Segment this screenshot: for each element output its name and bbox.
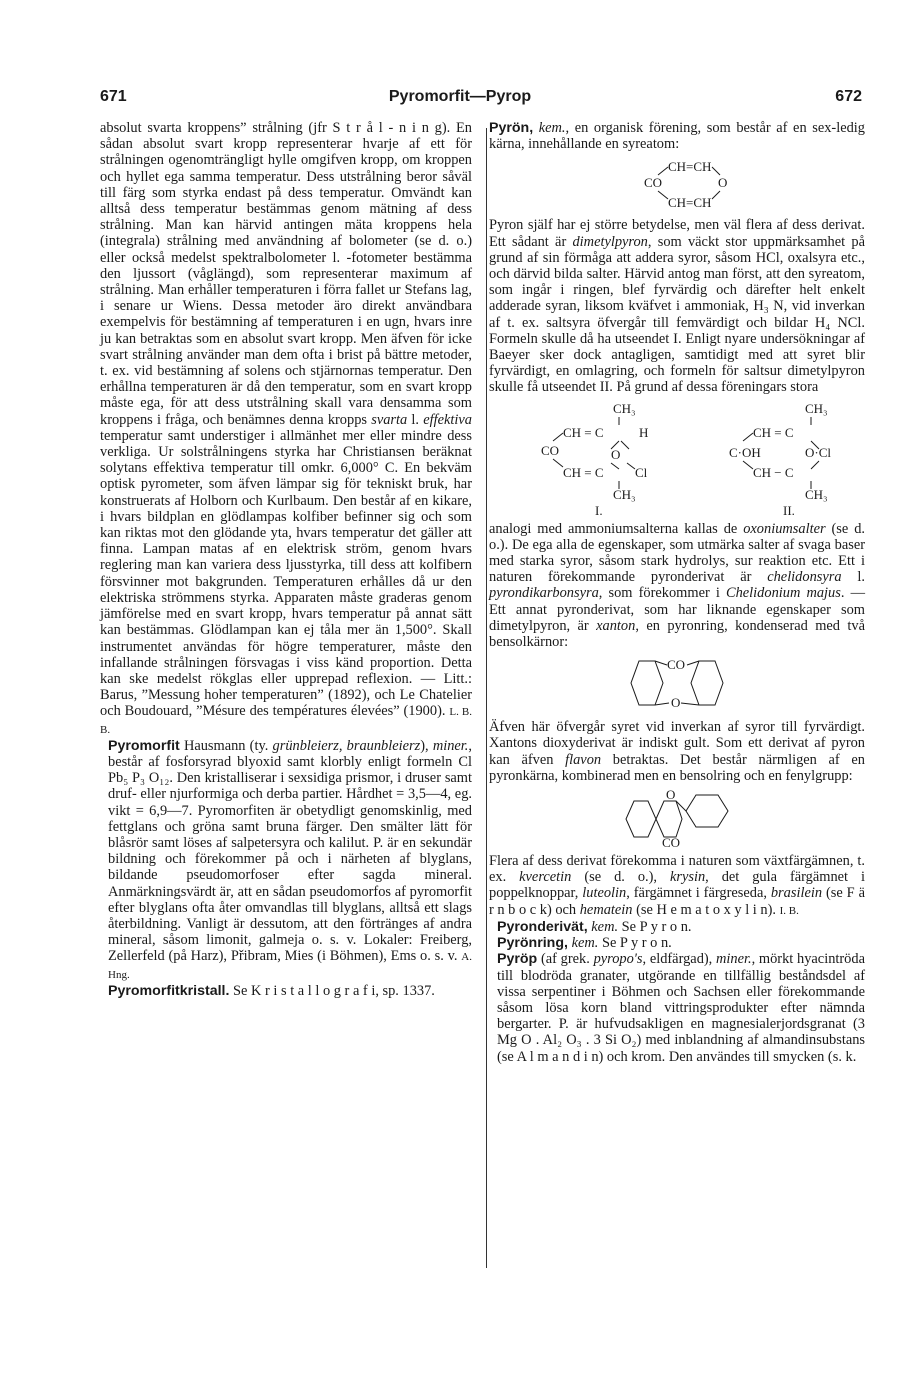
svg-text:H: H — [639, 424, 649, 440]
svg-text:Cl: Cl — [635, 464, 648, 480]
entry-pyromorfit: Pyromorfit Hausmann (ty. grünbleierz, braunbleierz), miner., består af fosforsyrad blyoxid samt klorbly enligt formeln Cl Pb₅ P₃ O₁₂. Den kristalliserar i sexsidiga prismor, i druser samt druf- eller njurformiga och derba partier. Hårdhet = 3,5—4, eg. vikt = 6,9—7. Pyromorfiten är obetydligt genomskinlig, med fettglans och gröna samt bruna färger. Den smälter lätt för blåsrör samt löses af salpetersyra och kalilut. P. är en sekundär bildning och förekommer på och i närheten af blyglans, bildande pseudomorfoser efter sagda mineral. Anmärkningsvärdt är, att en sådan pseudomorfos af pyromorfit efter blyglans ofta åter omvandlas till blyglans, alltså ett slags återbildning. Vanligt är dessutom, att den förtränges af andra mineral, såsom limonit, galmeja o. s. v. Lokaler: Freiberg, Zellerfeld (på Harz), Přibram, Mies (i Böhmen), Ems o. s. v. A. Hng. — [108, 737, 472, 981]
xanton-formula — [617, 653, 737, 715]
svg-text:II.: II. — [783, 502, 795, 517]
svg-text:O: O — [611, 446, 621, 462]
right-column — [489, 120, 865, 1065]
pyron-formula — [622, 155, 732, 213]
entry-pyrop: Pyröp (af grek. pyropo's, eldfärgad), miner., mörkt hyacintröda till blodröda granater, utgörande en tillfällig beståndsdel af vissa serpentiner i Böhmen och Sachsen eller förekommande såsom lösa korn bland vittringsprodukter efter nämnda bergarter. P. är hufvudsakligen en magnesialerjordsgranat (3 Mg O . Al₂ O₃ . 3 Si O₂) med inblandning af almandinsubstans (se A l m a n d i n) och krom. Den användes till smycken (s. k. — [497, 951, 865, 1065]
paragraph-dimetylpyron: Pyron själf har ej större betydelse, men väl flera af dess derivat. Ett sådant är dimetylpyron, som väckt stor uppmärksamhet på grund af sin förmåga att addera syror, såsom HCl, oxalsyra etc., och därvid bilda salter. Härvid antog man först, att den syreatom, som ingår i ringen, blef fyrvärdig och därefter helt enkelt adderade syran, liksom kväfvet i ammoniak, H₃ N, vid inverkan af t. ex. saltsyra öfvergår till femvärdigt och bildar H₄ NCl. Formeln skulle då ha utseendet I. Enligt nyare undersökningar af Baeyer sker dock antagligen, samtidigt med att syret blir fyrvärdigt, en omlagring, och formeln för saltsur dimetylpyron skulle få utseendet II. På grund af dessa föreningars stora — [489, 217, 865, 396]
svg-text:CH₃: CH₃ — [805, 400, 828, 416]
svg-text:CH = C: CH = C — [563, 424, 604, 440]
svg-text:CH = C: CH = C — [753, 424, 794, 440]
entry-pyromorfitkristall: Pyromorfitkristall. Se K r i s t a l l o g r a f i, sp. 1337. — [108, 982, 435, 999]
svg-text:CH₃: CH₃ — [613, 400, 636, 416]
signature: I. B. — [779, 904, 799, 917]
signature: L. B. B. — [100, 706, 472, 736]
svg-text:O: O — [718, 175, 728, 191]
entry-term: Pyronderivät, — [497, 918, 588, 935]
paragraph-flavon: Äfven här öfvergår syret vid inverkan af syror till fyrvärdigt. Xantons dioxyderivat är indiskt gult. Som ett derivat af pyron kan äfven flavon betraktas. Det består närmligen af en pyronkärna, kombinerad men en bensolring och en fenylgrupp: — [489, 719, 865, 784]
entry-pyron: Pyrön, kem., en organisk förening, som består af en sex-ledig kärna, innehållande en syreatom: — [489, 120, 865, 153]
column-rule — [486, 128, 487, 1268]
svg-text:O: O — [671, 695, 681, 711]
paragraph-växtfärgämnen: Flera af dess derivat förekomma i naturen som växtfärgämnen, t. ex. kvercetin (se d. o.), krysin, det gula färgämnet i poppelknoppar, luteolin, färgämnet i färgreseda, brasilein (se F ä r n b o c k) och hematein (se H e m a t o x y l i n). I. B. — [489, 853, 865, 918]
svg-text:I.: I. — [595, 502, 603, 517]
entry-term: Pyromorfit — [108, 737, 180, 754]
svg-text:CH₃: CH₃ — [613, 486, 636, 502]
paragraph-oxoniumsalter: analogi med ammoniumsalterna kallas de oxoniumsalter (se d. o.). De ega alla de egenskaper, som utmärka salter af svaga baser med starka syror, såsom stark hydrolys, sur reaktion etc. Ett i naturen förekommande pyronderivat är chelidonsyra l. pyrondikarbonsyra, som förekommer i Chelidonium majus. — Ett annat pyronderivat, som har liknande egenskaper som dimetylpyron, är xanton, en pyronring, kondenserad med två bensolkärnor: — [489, 520, 865, 651]
left-column — [100, 120, 472, 999]
signature: A. Hng. — [108, 951, 472, 981]
entry-pyronring: Pyrönring, kem. Se P y r o n. — [497, 935, 672, 952]
svg-text:CH=CH: CH=CH — [668, 195, 712, 211]
entry-term: Pyröp — [497, 951, 538, 968]
svg-text:CO: CO — [644, 175, 663, 191]
running-head: Pyromorfit—Pyrop — [388, 88, 532, 105]
svg-text:C·OH: C·OH — [729, 444, 761, 460]
entry-term: Pyrönring, — [497, 935, 568, 952]
entry-term: Pyromorfitkristall. — [108, 982, 230, 999]
entry-pyronderivat: Pyronderivät, kem. Se P y r o n. — [497, 918, 692, 935]
svg-text:CH = C: CH = C — [563, 464, 604, 480]
svg-text:CO: CO — [541, 442, 560, 458]
entry-term: Pyrön, — [489, 120, 534, 136]
svg-text:CH − C: CH − C — [753, 464, 794, 480]
svg-text:O: O — [666, 787, 676, 803]
page-number-right: 672 — [835, 88, 862, 105]
svg-text:CO: CO — [662, 835, 681, 850]
formula-I-II — [507, 399, 847, 517]
formula-I — [541, 401, 648, 517]
svg-text:CO: CO — [667, 657, 686, 673]
svg-text:CH=CH: CH=CH — [668, 159, 712, 175]
svg-text:O·Cl: O·Cl — [805, 444, 831, 460]
formula-II — [729, 401, 831, 517]
paragraph-strålning: absolut svarta kroppens” strålning (jfr S t r å l - n i n g). En sådan absolut svart kropp representerar hvarje af ett för strålningen ogenomträngligt hylle omgifven kropp, om kroppen och hyllet ega samma temperatur. Dess utstrålning beror såväl till färg som styrka endast på dess temperatur. Omvändt kan alltså dess temperatur bestämmas genom mätning af dess strålning. Man kan härvid antingen mäta kroppens hela (integrala) strålning med användning af bolometer (se d. o.) eller också medelst spektralbolometer l. -fotometer bestämma den ljussort (våglängd), som representerar maximum af strålning. Man erhåller temperaturen i förra fallet ur Stefans lag, i senare ur Wiens. Dessa metoder äro direkt användbara exempelvis för bestämning af temperaturen i en ugn, hvars inre ju kan betraktas som en absolut svart kropp. Men äfven för icke svart strålning använder man dem ofta i brist på bättre metoder, t. ex. vid bestämning af solens och stjärnornas temperatur. Den erhållna temperaturen är då den temperatur, som en svart kropp måste ega, för att dess utstrålning skall vara densamma som kroppens i fråga, och benämnes denna kropps svarta l. effektiva temperatur samt understiger i allmänhet mer eller mindre dess verkliga. Ur solstrålningens styrka har Christiansen beräknat solytans effektiva temperatur till omkr. 6,000° C. En bekväm optisk pyrometer, som äfven lämpar sig för tekniskt bruk, har konstruerats af Holborn och Kurlbaum. Den består af en kikare, i hvars bildplan en glödlampas kolfiber befinner sig och som kan riktas mot den glödande yta, hvars temperatur det gäller att finna. Lampan matas af en elektrisk ström, genom hvars reglering man kan variera dess ljusstyrka, till dess att kolfibern försvinner mot bakgrunden. Temperaturen erhålles då ur den elektriska strömmens styrka. Apparaten måste graderas genom jämförelse med en svart kropp, hvars temperatur på annat sätt kan bestämmas. Glödlampan kan ej tåla mer än 1,500°. Skall instrumentet användas för högre temperaturer, måste den infallande strålningen försvagas i viss känd proportion. Detta kan ske medelst rökglas eller upprepad reflexion. — Litt.: Barus, ”Messung hoher temperaturen” (1892), och Le Chatelier och Boudouard, ”Mésure des températures élevées” (1900). L. B. B. — [100, 120, 472, 736]
flavon-formula — [612, 787, 742, 849]
svg-text:CH₃: CH₃ — [805, 486, 828, 502]
page-number-left: 671 — [100, 88, 127, 105]
